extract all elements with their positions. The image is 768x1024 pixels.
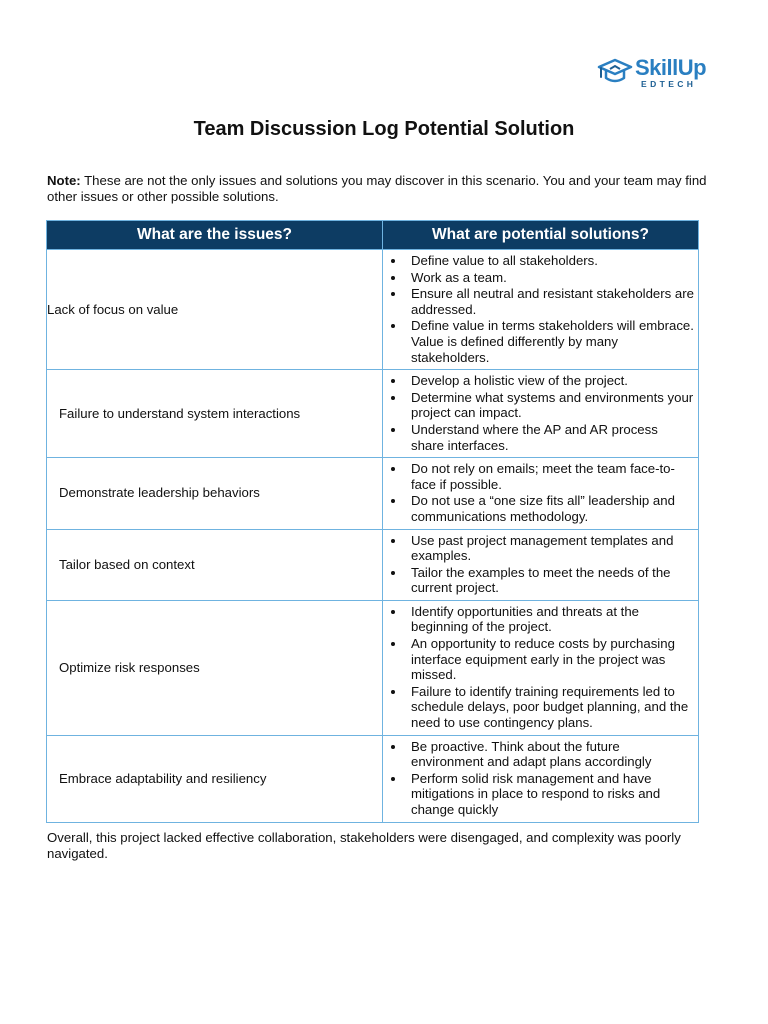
issue-cell <box>47 250 383 370</box>
logo-subtitle: EDTECH <box>641 79 697 89</box>
issue-text: Failure to understand system interactions <box>59 405 301 421</box>
table-header-row <box>47 221 699 250</box>
solutions-list <box>383 250 698 369</box>
table-row <box>47 458 699 529</box>
solutions-cell <box>383 458 699 529</box>
solution-item: Do not use a “one size fits all” leadership and communications methodology. <box>411 493 694 524</box>
solutions-cell <box>383 600 699 735</box>
note-label: Note: <box>47 173 81 188</box>
solutions-cell <box>383 370 699 458</box>
table-row <box>47 735 699 822</box>
solution-item: Define value to all stakeholders. <box>411 253 694 269</box>
solutions-list <box>383 736 698 822</box>
header-issues: What are the issues? <box>47 221 383 250</box>
table-row <box>47 370 699 458</box>
solutions-cell <box>383 529 699 600</box>
note-text: These are not the only issues and solutions you may discover in this scenario. You and your team may find other issues or other possible solutions. <box>47 173 707 204</box>
solution-item: Failure to identify training requirements led to schedule delays, poor budget planning, and the need to use contingency plans. <box>411 684 694 731</box>
solutions-cell <box>383 735 699 822</box>
table-row <box>47 250 699 370</box>
issue-cell <box>47 735 383 822</box>
solution-item: Use past project management templates and examples. <box>411 533 694 564</box>
page-title: Team Discussion Log Potential Solution <box>193 118 575 140</box>
note-paragraph <box>47 173 727 205</box>
solution-item: Develop a holistic view of the project. <box>411 373 694 389</box>
solution-item: Work as a team. <box>411 270 694 286</box>
issue-cell <box>47 370 383 458</box>
solutions-cell <box>383 250 699 370</box>
logo-wordmark: SkillUp <box>635 55 707 80</box>
issue-text: Lack of focus on value <box>47 301 179 317</box>
issue-text: Embrace adaptability and resiliency <box>59 770 267 786</box>
issue-cell <box>47 529 383 600</box>
solution-item: Define value in terms stakeholders will embrace. Value is defined differently by many stakeholders. <box>411 318 694 365</box>
solution-item: Be proactive. Think about the future environment and adapt plans accordingly <box>411 739 694 770</box>
issue-text: Tailor based on context <box>59 556 195 572</box>
solution-item: Identify opportunities and threats at the beginning of the project. <box>411 604 694 635</box>
skillup-edtech-logo <box>597 57 717 93</box>
solution-item: Determine what systems and environments your project can impact. <box>411 389 694 421</box>
issue-text: Demonstrate leadership behaviors <box>59 485 260 501</box>
table-row <box>47 600 699 735</box>
issue-text: Optimize risk responses <box>59 659 200 675</box>
issue-cell <box>47 458 383 529</box>
solutions-list <box>383 458 698 528</box>
solution-item: Understand where the AP and AR process share interfaces. <box>411 422 694 453</box>
solutions-list <box>383 370 698 457</box>
solution-item: Perform solid risk management and have mitigations in place to respond to risks and change quickly <box>411 771 694 818</box>
issue-cell <box>47 600 383 735</box>
solution-item: An opportunity to reduce costs by purchasing interface equipment early in the project was missed. <box>411 636 694 683</box>
table-row <box>47 529 699 600</box>
solution-item: Tailor the examples to meet the needs of the current project. <box>411 565 694 596</box>
discussion-log-table <box>46 220 699 823</box>
solution-item: Ensure all neutral and resistant stakeholders are addressed. <box>411 286 694 317</box>
summary-paragraph: Overall, this project lacked effective collaboration, stakeholders were disengaged, and complexity was poorly navigated. <box>47 830 681 861</box>
graduation-cap-icon <box>597 57 633 87</box>
solutions-list <box>383 530 698 600</box>
solutions-list <box>383 601 698 735</box>
solution-item: Do not rely on emails; meet the team face-to-face if possible. <box>411 461 694 492</box>
header-solutions: What are potential solutions? <box>383 221 699 250</box>
